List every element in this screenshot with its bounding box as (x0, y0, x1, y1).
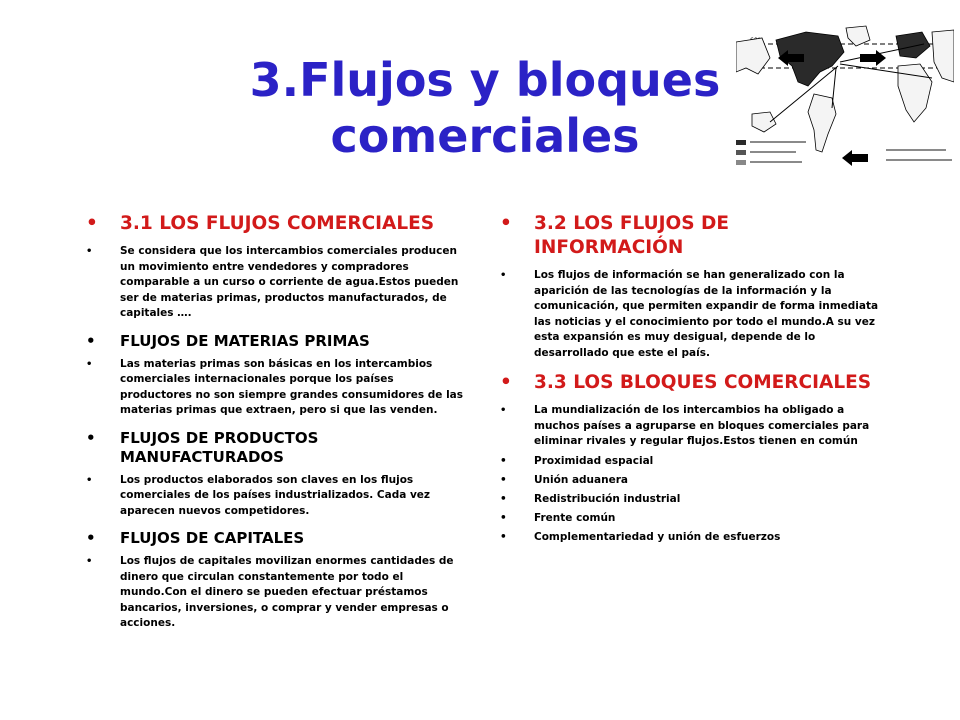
title-line-1: 3.Flujos y bloques (249, 53, 721, 107)
title-line-2: comerciales (330, 109, 640, 163)
bullet: • (86, 213, 98, 234)
left-column (86, 212, 466, 636)
list-item: • Unión aduanera (500, 473, 628, 486)
list-item: • Complementariedad y unión de esfuerzos (500, 530, 781, 543)
text-bloques-comerciales: • La mundialización de los intercambios ha obligado a muchos países a agruparse en bloques comerciales para eliminar rivales y regular flujos.Estos tienen en común (500, 404, 870, 447)
heading-bloques-comerciales: • 3.3 LOS BLOQUES COMERCIALES (500, 372, 872, 393)
world-trade-map (736, 22, 954, 172)
text-productos-manufacturados: • Los productos elaborados son claves en los flujos comerciales de los países industrializados. Cada vez aparecen nuevos competidores. (86, 473, 431, 517)
list-item: • Redistribución industrial (500, 492, 681, 505)
list-item: • Proximidad espacial (500, 454, 654, 467)
list-item: • Frente común (500, 511, 616, 524)
heading-productos-manufacturados: • FLUJOS DE PRODUCTOS MANUFACTURADOS (86, 428, 319, 466)
text-flujos-informacion: • Los flujos de información se han generalizado con la aparición de las tecnologías de la información y la comunicación, que permiten expandir de forma inmediata las noticias y el conocimiento por todo el mundo.A su vez esta expansión es muy desigual, depende de lo desarrollado que este el país. (500, 269, 879, 359)
heading-capitales: • FLUJOS DE CAPITALES (86, 529, 305, 547)
text-capitales: • Los flujos de capitales movilizan enormes cantidades de dinero que circulan constantemente por todo el mundo.Con el dinero se pueden efectuar préstamos bancarios, inversiones, o comprar y vender empresas o acciones. (86, 555, 454, 629)
right-column (500, 212, 880, 545)
heading-materias-primas: • FLUJOS DE MATERIAS PRIMAS (86, 331, 370, 350)
text-materias-primas: • Las materias primas son básicas en los intercambios comerciales internacionales porque los países productores no son siempre grandes consumidores de las materias primas que extraen, pero si que las venden. (86, 357, 464, 416)
intro-text: • Se considera que los intercambios comerciales producen un movimiento entre vendedores y compradores comparable a un curso o corriente de agua.Estos pueden ser de materias primas, productos manufacturados, de capitales …. (86, 245, 459, 319)
page-title (160, 52, 810, 164)
heading-flujos-informacion: • 3.2 LOS FLUJOS DE INFORMACIÓN (500, 213, 729, 258)
heading-flujos-comerciales: • 3.1 LOS FLUJOS COMERCIALES (86, 213, 435, 234)
